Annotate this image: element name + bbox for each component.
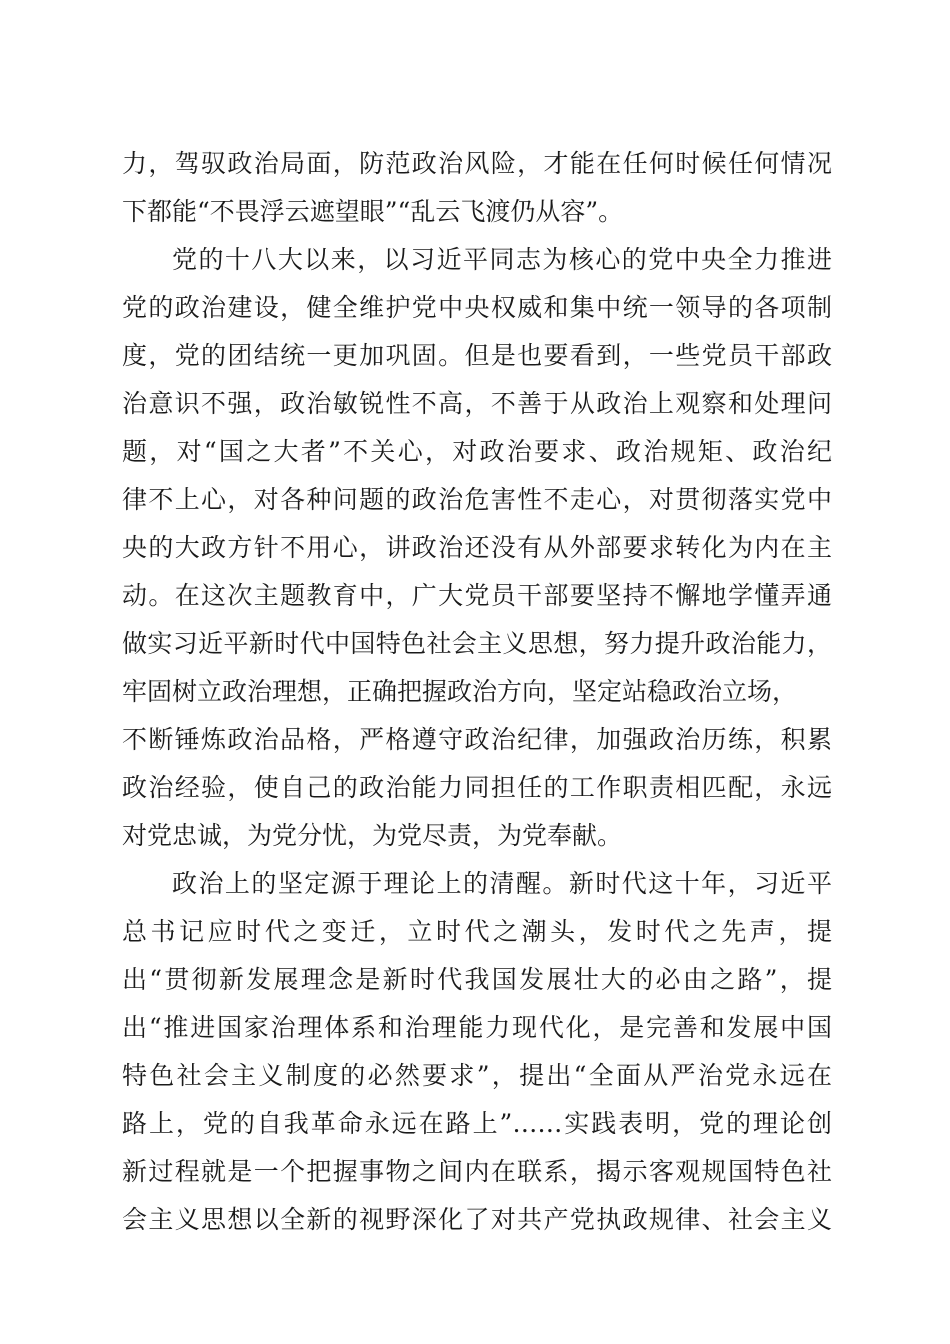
text-line: 新过程就是一个把握事物之间内在联系，揭示客观规国特色社 [122,1157,832,1186]
text-line: 力，驾驭政治局面，防范政治风险，才能在任何时候任何情况 [122,149,832,178]
text-line: 路上，党的自我革命永远在路上”……实践表明，党的理论创 [122,1109,832,1138]
text-line: 度，党的团结统一更加巩固。但是也要看到，一些党员干部政 [122,341,832,370]
text-line: 特色社会主义制度的必然要求”，提出“全面从严治党永远在 [122,1061,832,1090]
paragraph-first-line: 政治上的坚定源于理论上的清醒。新时代这十年，习近平 [172,869,832,898]
text-line: 总书记应时代之变迁，立时代之潮头，发时代之先声，提 [122,917,832,946]
text-line: 做实习近平新时代中国特色社会主义思想，努力提升政治能力， [122,629,832,658]
text-line: 央的大政方针不用心，讲政治还没有从外部要求转化为内在主 [122,533,832,562]
text-line: 出“推进国家治理体系和治理能力现代化，是完善和发展中国 [122,1013,832,1042]
text-line: 政治经验，使自己的政治能力同担任的工作职责相匹配，永远 [122,773,832,802]
text-line: 题，对“国之大者”不关心，对政治要求、政治规矩、政治纪 [122,437,832,466]
text-line: 出“贯彻新发展理念是新时代我国发展壮大的必由之路”，提 [122,965,832,994]
paragraph-first-line: 党的十八大以来，以习近平同志为核心的党中央全力推进 [172,245,832,274]
text-line: 治意识不强，政治敏锐性不高，不善于从政治上观察和处理问 [122,389,832,418]
text-line: 对党忠诚，为党分忧，为党尽责，为党奉献。 [122,821,623,850]
text-line: 下都能“不畏浮云遮望眼”“乱云飞渡仍从容”。 [122,197,624,226]
text-line: 会主义思想以全新的视野深化了对共产党执政规律、社会主义 [122,1205,832,1234]
text-line: 动。在这次主题教育中，广大党员干部要坚持不懈地学懂弄通 [122,581,832,610]
text-line: 牢固树立政治理想，正确把握政治方向，坚定站稳政治立场， [122,677,798,706]
text-line: 不断锤炼政治品格，严格遵守政治纪律，加强政治历练，积累 [122,725,832,754]
text-line: 党的政治建设，健全维护党中央权威和集中统一领导的各项制 [122,293,832,322]
text-line: 律不上心，对各种问题的政治危害性不走心，对贯彻落实党中 [122,485,832,514]
body-text [122,140,832,1244]
